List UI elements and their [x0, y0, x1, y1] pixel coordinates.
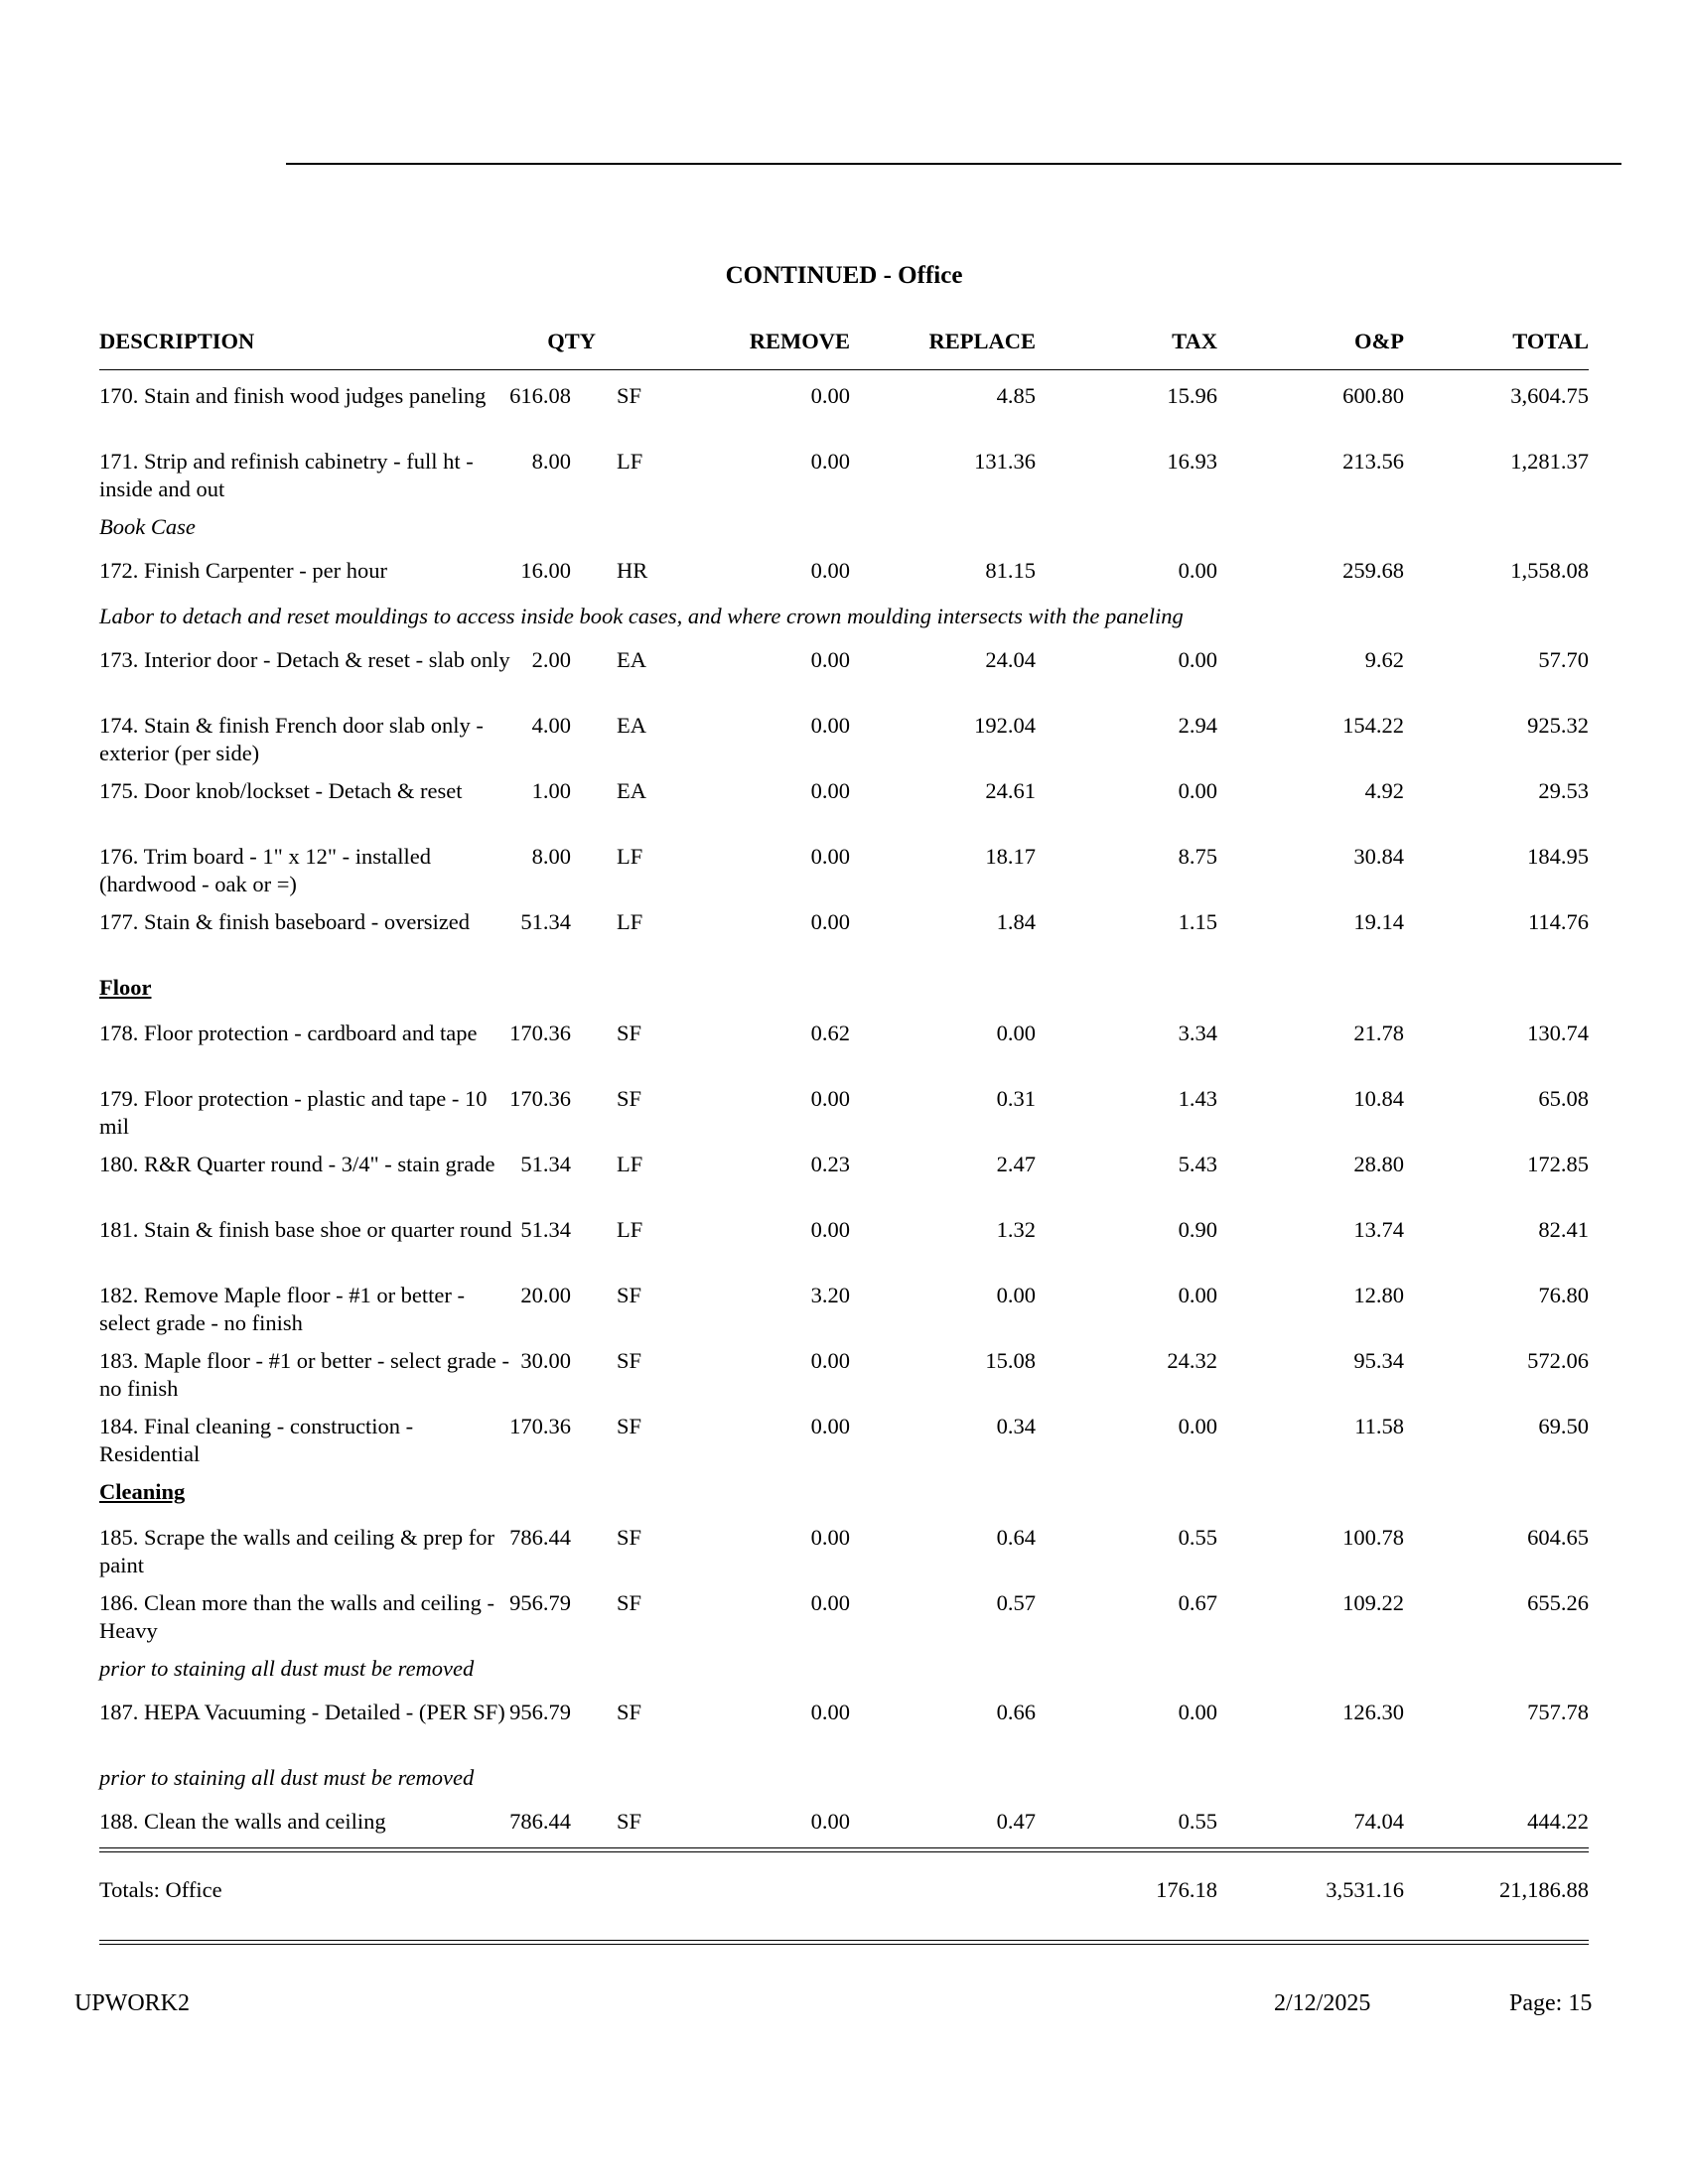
item-unit: SF	[617, 1525, 642, 1550]
item-total: 114.76	[1527, 909, 1589, 934]
item-remove: 0.00	[810, 1348, 850, 1373]
item-replace: 0.00	[996, 1021, 1036, 1045]
group-heading-cleaning: Cleaning	[99, 1479, 186, 1504]
item-unit: SF	[617, 1414, 642, 1438]
item-tax: 0.00	[1178, 1414, 1217, 1438]
item-total: 172.85	[1527, 1152, 1589, 1176]
item-tax: 0.90	[1178, 1217, 1217, 1242]
table-row	[99, 1282, 1589, 1337]
item-description: 170. Stain and finish wood judges paneling	[99, 383, 487, 408]
item-tax: 0.00	[1178, 647, 1217, 672]
totals-tax: 176.18	[1156, 1877, 1217, 1902]
item-total: 1,558.08	[1510, 558, 1589, 583]
item-qty: 16.00	[520, 558, 571, 583]
item-tax: 16.93	[1167, 449, 1217, 474]
item-qty: 956.79	[509, 1700, 571, 1724]
item-replace: 0.00	[996, 1283, 1036, 1307]
item-unit: EA	[617, 713, 646, 738]
item-op: 95.34	[1353, 1348, 1404, 1373]
item-unit: LF	[617, 1152, 643, 1176]
item-description: 187. HEPA Vacuuming - Detailed - (PER SF)	[99, 1700, 505, 1724]
header-rule	[286, 163, 1621, 165]
item-remove: 3.20	[810, 1283, 850, 1307]
item-qty: 616.08	[509, 383, 571, 408]
item-unit: SF	[617, 1283, 642, 1307]
item-replace: 0.57	[996, 1590, 1036, 1615]
item-remove: 0.00	[810, 1086, 850, 1111]
item-tax: 24.32	[1167, 1348, 1217, 1373]
item-replace: 24.61	[985, 778, 1036, 803]
item-qty: 4.00	[531, 713, 571, 738]
item-unit: LF	[617, 844, 643, 869]
item-tax: 0.55	[1178, 1525, 1217, 1550]
item-qty: 8.00	[531, 844, 571, 869]
item-remove: 0.00	[810, 449, 850, 474]
table-row	[99, 1413, 1589, 1468]
item-unit: SF	[617, 1809, 642, 1834]
table-row	[99, 777, 1589, 833]
item-remove: 0.00	[810, 647, 850, 672]
item-total: 69.50	[1538, 1414, 1589, 1438]
item-unit: EA	[617, 647, 646, 672]
item-description: 175. Door knob/lockset - Detach & reset	[99, 778, 463, 803]
item-remove: 0.00	[810, 909, 850, 934]
item-op: 30.84	[1353, 844, 1404, 869]
item-total: 655.26	[1527, 1590, 1589, 1615]
item-qty: 2.00	[531, 647, 571, 672]
item-description: 173. Interior door - Detach & reset - slab only	[99, 647, 510, 672]
item-total: 184.95	[1527, 844, 1589, 869]
header-replace: REPLACE	[928, 329, 1036, 353]
item-remove: 0.62	[810, 1021, 850, 1045]
table-row	[99, 1216, 1589, 1272]
item-description: 184. Final cleaning - construction - Residential	[99, 1414, 414, 1466]
item-op: 12.80	[1353, 1283, 1404, 1307]
item-total: 757.78	[1527, 1700, 1589, 1724]
item-unit: SF	[617, 383, 642, 408]
item-description: 174. Stain & finish French door slab only - exterior (per side)	[99, 713, 484, 765]
item-op: 126.30	[1342, 1700, 1404, 1724]
item-total: 29.53	[1538, 778, 1589, 803]
item-qty: 170.36	[509, 1414, 571, 1438]
item-replace: 131.36	[974, 449, 1036, 474]
item-op: 11.58	[1354, 1414, 1404, 1438]
item-qty: 1.00	[531, 778, 571, 803]
item-description: 185. Scrape the walls and ceiling & prep for paint	[99, 1525, 495, 1577]
item-qty: 170.36	[509, 1086, 571, 1111]
totals-divider	[99, 1847, 1589, 1852]
item-qty: 786.44	[509, 1525, 571, 1550]
table-row	[99, 1524, 1589, 1579]
item-total: 65.08	[1538, 1086, 1589, 1111]
table-row	[99, 448, 1589, 503]
item-op: 74.04	[1353, 1809, 1404, 1834]
item-qty: 51.34	[520, 909, 571, 934]
header-description: DESCRIPTION	[99, 329, 255, 353]
item-total: 572.06	[1527, 1348, 1589, 1373]
item-qty: 51.34	[520, 1217, 571, 1242]
item-op: 28.80	[1353, 1152, 1404, 1176]
item-total: 76.80	[1538, 1283, 1589, 1307]
item-unit: HR	[617, 558, 648, 583]
item-op: 100.78	[1342, 1525, 1404, 1550]
table-row	[99, 908, 1589, 964]
item-tax: 3.34	[1178, 1021, 1217, 1045]
item-tax: 0.00	[1178, 558, 1217, 583]
item-remove: 0.00	[810, 713, 850, 738]
item-replace: 1.32	[996, 1217, 1036, 1242]
item-tax: 15.96	[1167, 383, 1217, 408]
item-qty: 30.00	[520, 1348, 571, 1373]
bottom-divider	[99, 1940, 1589, 1945]
item-replace: 1.84	[996, 909, 1036, 934]
item-op: 4.92	[1364, 778, 1404, 803]
item-remove: 0.00	[810, 558, 850, 583]
item-tax: 0.67	[1178, 1590, 1217, 1615]
item-remove: 0.00	[810, 1700, 850, 1724]
item-total: 925.32	[1527, 713, 1589, 738]
item-qty: 20.00	[520, 1283, 571, 1307]
item-replace: 0.47	[996, 1809, 1036, 1834]
group-heading-floor: Floor	[99, 975, 152, 1000]
item-tax: 2.94	[1178, 713, 1217, 738]
item-unit: LF	[617, 1217, 643, 1242]
item-qty: 170.36	[509, 1021, 571, 1045]
item-tax: 0.00	[1178, 1283, 1217, 1307]
item-qty: 786.44	[509, 1809, 571, 1834]
item-op: 13.74	[1353, 1217, 1404, 1242]
item-replace: 0.34	[996, 1414, 1036, 1438]
item-total: 130.74	[1527, 1021, 1589, 1045]
item-tax: 0.00	[1178, 1700, 1217, 1724]
item-op: 21.78	[1353, 1021, 1404, 1045]
item-tax: 8.75	[1178, 844, 1217, 869]
item-total: 604.65	[1527, 1525, 1589, 1550]
header-total: TOTAL	[1512, 329, 1589, 353]
table-row	[99, 1699, 1589, 1754]
item-remove: 0.00	[810, 778, 850, 803]
item-replace: 2.47	[996, 1152, 1036, 1176]
item-op: 600.80	[1342, 383, 1404, 408]
footer-page: Page: 15	[1509, 1990, 1593, 2016]
item-description: 180. R&R Quarter round - 3/4" - stain grade	[99, 1152, 495, 1176]
table-row	[99, 843, 1589, 898]
item-tax: 5.43	[1178, 1152, 1217, 1176]
table-row	[99, 382, 1589, 438]
item-description: 182. Remove Maple floor - #1 or better - select grade - no finish	[99, 1283, 466, 1335]
item-remove: 0.00	[810, 1217, 850, 1242]
item-remove: 0.00	[810, 844, 850, 869]
item-qty: 51.34	[520, 1152, 571, 1176]
item-op: 19.14	[1353, 909, 1404, 934]
item-total: 1,281.37	[1510, 449, 1589, 474]
note-dust: prior to staining all dust must be removed	[99, 1656, 475, 1681]
item-replace: 4.85	[996, 383, 1036, 408]
estimate-table	[99, 328, 1589, 1945]
item-description: 181. Stain & finish base shoe or quarter round	[99, 1217, 512, 1242]
footer-company: UPWORK2	[74, 1990, 191, 2016]
table-row	[99, 1589, 1589, 1645]
table-row	[99, 712, 1589, 767]
item-total: 444.22	[1527, 1809, 1589, 1834]
page-footer	[0, 1989, 1688, 2019]
item-op: 154.22	[1342, 713, 1404, 738]
item-op: 9.62	[1364, 647, 1404, 672]
item-remove: 0.00	[810, 1414, 850, 1438]
totals-op: 3,531.16	[1326, 1877, 1404, 1902]
item-unit: LF	[617, 909, 643, 934]
item-tax: 0.00	[1178, 778, 1217, 803]
item-op: 213.56	[1342, 449, 1404, 474]
note-book-case: Book Case	[99, 514, 196, 539]
item-op: 10.84	[1353, 1086, 1404, 1111]
item-description: 186. Clean more than the walls and ceiling - Heavy	[99, 1590, 495, 1643]
item-tax: 1.15	[1178, 909, 1217, 934]
item-description: 171. Strip and refinish cabinetry - full ht - inside and out	[99, 449, 474, 501]
table-row	[99, 1085, 1589, 1141]
table-row	[99, 1347, 1589, 1403]
item-qty: 956.79	[509, 1590, 571, 1615]
item-description: 176. Trim board - 1" x 12" - installed (hardwood - oak or =)	[99, 844, 431, 896]
totals-total: 21,186.88	[1499, 1877, 1589, 1902]
item-replace: 192.04	[974, 713, 1036, 738]
header-remove: REMOVE	[749, 329, 850, 353]
table-row	[99, 1808, 1589, 1836]
item-description: 188. Clean the walls and ceiling	[99, 1809, 386, 1834]
item-description: 172. Finish Carpenter - per hour	[99, 558, 387, 583]
item-replace: 81.15	[985, 558, 1036, 583]
item-description: 179. Floor protection - plastic and tape - 10 mil	[99, 1086, 488, 1139]
item-remove: 0.00	[810, 1525, 850, 1550]
header-op: O&P	[1354, 329, 1404, 353]
item-unit: SF	[617, 1021, 642, 1045]
note-labor: Labor to detach and reset mouldings to access inside book cases, and where crown moulding intersects with the paneling	[99, 604, 1184, 628]
item-qty: 8.00	[531, 449, 571, 474]
item-description: 177. Stain & finish baseboard - oversized	[99, 909, 471, 934]
item-unit: EA	[617, 778, 646, 803]
item-op: 259.68	[1342, 558, 1404, 583]
item-tax: 1.43	[1178, 1086, 1217, 1111]
item-remove: 0.00	[810, 383, 850, 408]
footer-date: 2/12/2025	[1274, 1990, 1371, 2016]
item-replace: 0.66	[996, 1700, 1036, 1724]
note-dust: prior to staining all dust must be removed	[99, 1765, 475, 1790]
item-replace: 24.04	[985, 647, 1036, 672]
header-tax: TAX	[1172, 329, 1217, 353]
item-replace: 0.31	[996, 1086, 1036, 1111]
item-replace: 0.64	[996, 1525, 1036, 1550]
totals-label: Totals: Office	[99, 1877, 222, 1902]
table-header	[99, 328, 1589, 363]
table-row	[99, 1151, 1589, 1206]
table-row	[99, 1020, 1589, 1075]
item-tax: 0.55	[1178, 1809, 1217, 1834]
table-row	[99, 557, 1589, 585]
item-unit: SF	[617, 1700, 642, 1724]
item-unit: LF	[617, 449, 643, 474]
item-unit: SF	[617, 1086, 642, 1111]
item-replace: 18.17	[985, 844, 1036, 869]
item-total: 3,604.75	[1510, 383, 1589, 408]
item-unit: SF	[617, 1348, 642, 1373]
item-op: 109.22	[1342, 1590, 1404, 1615]
item-remove: 0.23	[810, 1152, 850, 1176]
item-remove: 0.00	[810, 1809, 850, 1834]
item-total: 82.41	[1538, 1217, 1589, 1242]
item-replace: 15.08	[985, 1348, 1036, 1373]
item-description: 178. Floor protection - cardboard and tape	[99, 1021, 478, 1045]
header-divider	[99, 369, 1589, 370]
totals-row	[99, 1876, 1589, 1904]
table-row	[99, 646, 1589, 702]
item-total: 57.70	[1538, 647, 1589, 672]
item-unit: SF	[617, 1590, 642, 1615]
item-remove: 0.00	[810, 1590, 850, 1615]
item-description: 183. Maple floor - #1 or better - select grade - no finish	[99, 1348, 509, 1401]
section-title: CONTINUED - Office	[725, 262, 963, 289]
header-qty: QTY	[547, 329, 596, 353]
